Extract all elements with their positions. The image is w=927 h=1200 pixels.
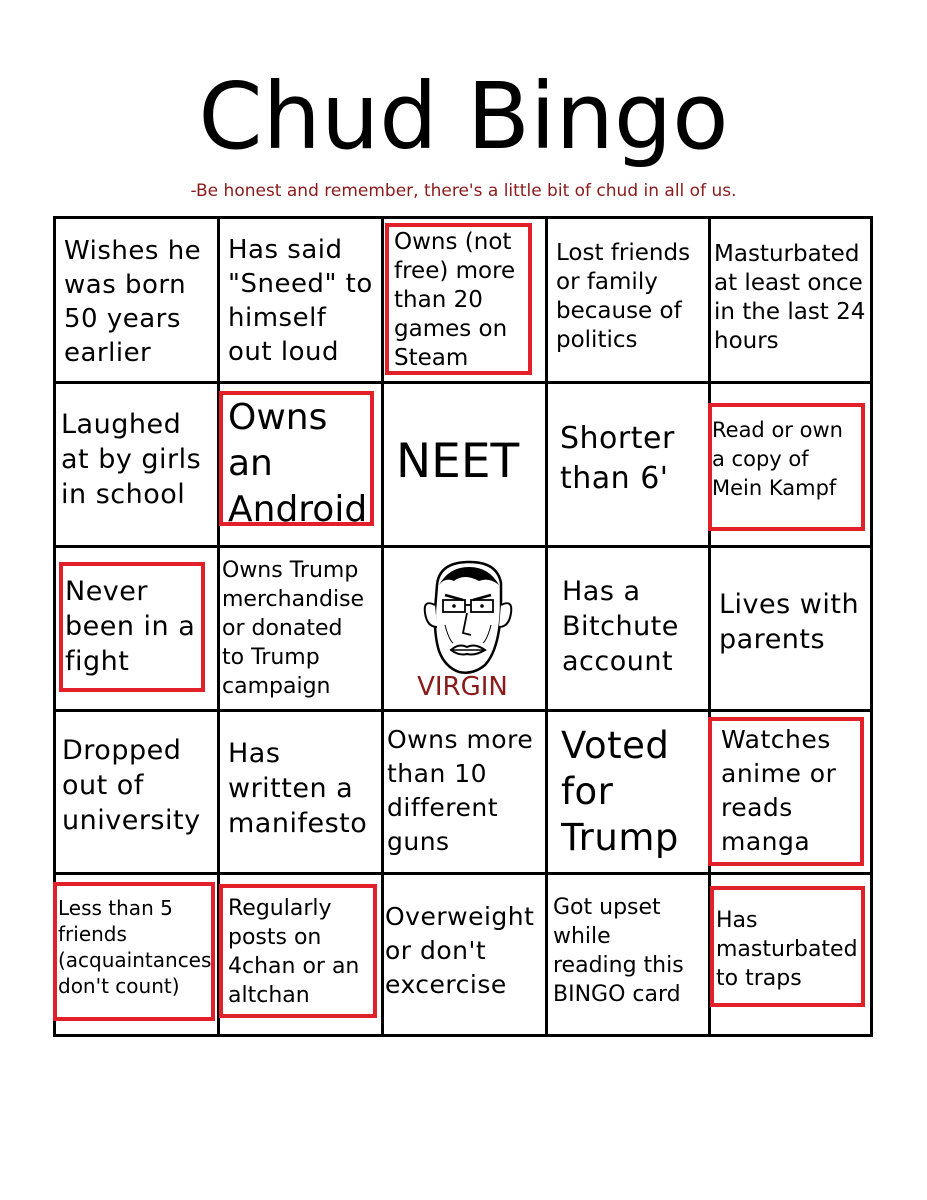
bingo-cell-6[interactable]: Laughed at by girls in school xyxy=(61,409,202,510)
bingo-cell-4[interactable]: Lost friends or family because of politics xyxy=(556,240,691,353)
bingo-cell-23[interactable]: Overweight or don't excercise xyxy=(385,902,535,999)
bingo-cell-13[interactable] xyxy=(381,545,544,707)
bingo-cell-15[interactable]: Lives with parents xyxy=(719,589,860,655)
virgin-label: VIRGIN xyxy=(417,672,508,702)
bingo-cell-2[interactable]: Has said "Sneed" to himself out loud xyxy=(228,235,373,367)
bingo-cell-9[interactable]: Shorter than 6' xyxy=(560,421,675,496)
bingo-cell-17[interactable]: Has written a manifesto xyxy=(228,738,368,839)
bingo-cell-1[interactable]: Wishes he was born 50 years earlier xyxy=(64,236,202,368)
bingo-cell-8[interactable]: NEET xyxy=(396,434,520,489)
bingo-cell-21[interactable]: Less than 5 friends (acquaintances don't count) xyxy=(58,896,212,998)
page-title: Chud Bingo xyxy=(198,63,729,170)
bingo-cell-14[interactable]: Has a Bitchute account xyxy=(562,576,679,677)
bingo-cell-11[interactable]: Never been in a fight xyxy=(65,576,196,677)
subtitle: -Be honest and remember, there's a little bit of chud in all of us. xyxy=(190,181,737,201)
bingo-cell-18[interactable]: Owns more than 10 different guns xyxy=(387,725,534,856)
bingo-cell-7[interactable]: Owns an Android xyxy=(228,397,368,530)
grid-line xyxy=(56,872,870,875)
bingo-cell-12[interactable]: Owns Trump merchandise or donated to Trump campaign xyxy=(222,558,365,699)
grid-line xyxy=(545,219,548,1034)
bingo-cell-20[interactable]: Watches anime or reads manga xyxy=(721,725,837,856)
bingo-cell-3[interactable]: Owns (not free) more than 20 games on Steam xyxy=(394,229,516,371)
grid-line xyxy=(56,381,870,384)
bingo-cell-25[interactable]: Has masturbated to traps xyxy=(716,908,858,991)
bingo-cell-5[interactable]: Masturbated at least once in the last 24 hours xyxy=(714,241,866,354)
bingo-cell-22[interactable]: Regularly posts on 4chan or an altchan xyxy=(228,896,360,1008)
bingo-cell-19[interactable]: Voted for Trump xyxy=(561,724,679,859)
bingo-cell-16[interactable]: Dropped out of university xyxy=(62,735,201,836)
grid-line xyxy=(56,709,870,712)
bingo-cell-24[interactable]: Got upset while reading this BINGO card xyxy=(553,895,684,1007)
virgin-face-icon xyxy=(409,555,519,680)
bingo-cell-10[interactable]: Read or own a copy of Mein Kampf xyxy=(712,418,843,500)
